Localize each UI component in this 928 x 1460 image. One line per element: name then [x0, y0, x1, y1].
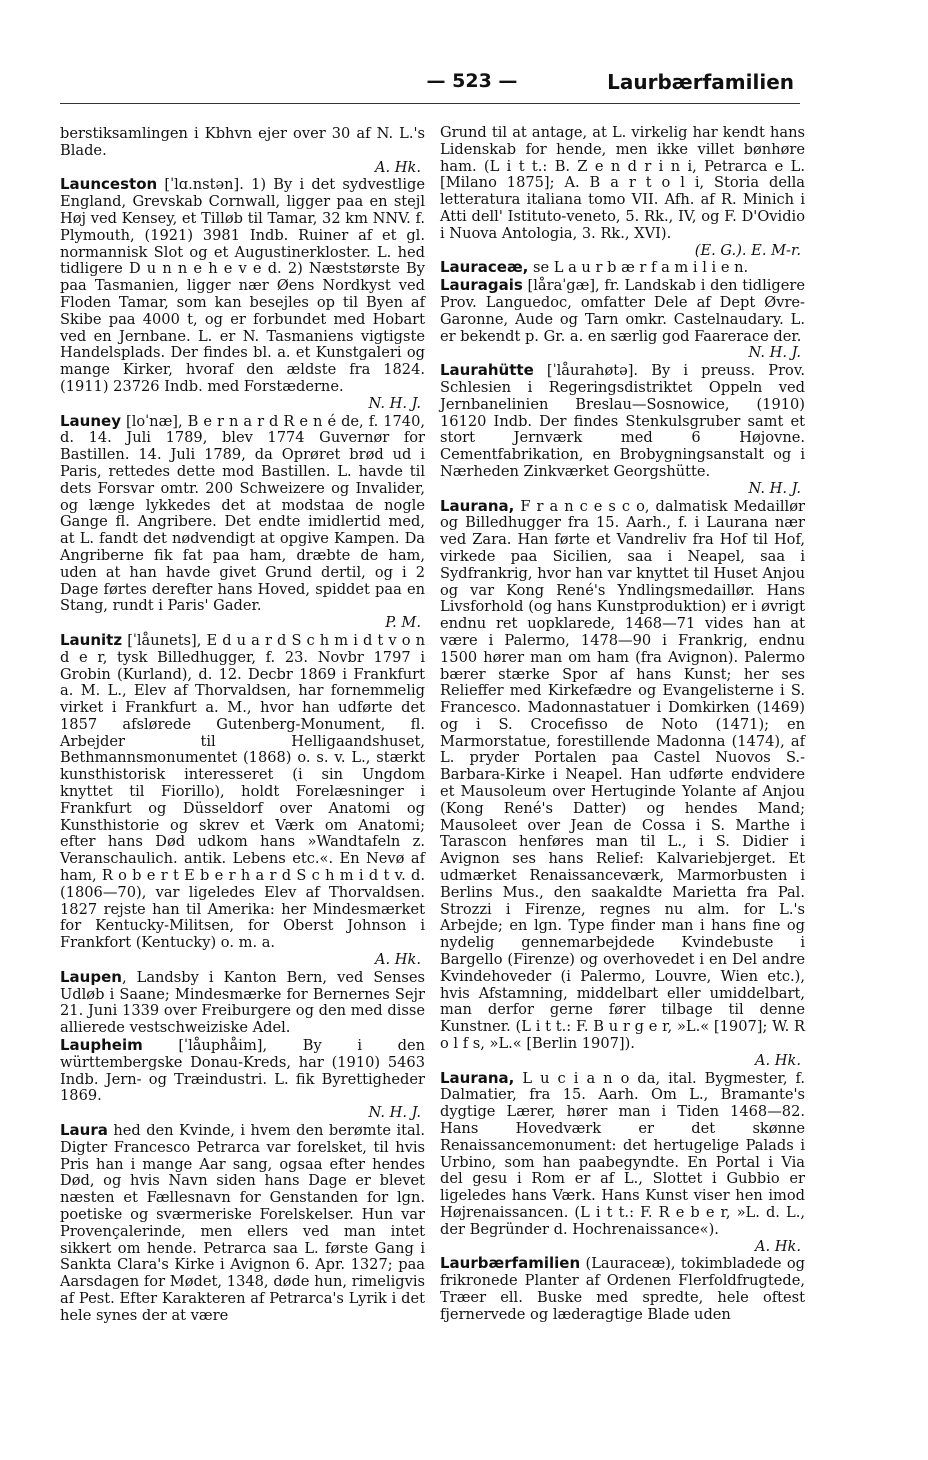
entry	[440, 1070, 805, 1256]
entry	[60, 1122, 425, 1325]
signature: A. Hk.	[374, 951, 421, 969]
entry-text: , Landsby i Kanton Bern, ved Senses Udløb i Saane; Mindesmærke for Bernernes Sejr 21. Juni 1339 over Freiburgere og den med disse allierede vestschweiziske Adel.	[60, 968, 425, 1037]
signature: N. H. J.	[748, 479, 801, 497]
headword: Lauragais	[440, 276, 523, 295]
entry-text: [låraˈgæ], fr. Landskab i den tidligere Prov. Languedoc, omfatter Dele af Dept Øvre-Garonne, Aude og Tarn omkr. Castelnaudary. L. er bekendt p. Gr. a. en særlig god Faarerace der.	[440, 277, 805, 345]
entry-text: (Lauraceæ), tokimbladede og frikronede Planter af Ordenen Flerfoldfrugtede, Træer ell. Buske med spredte, hele oftest fjernervede og læderagtige Blade uden	[440, 1255, 805, 1323]
headword: Laura	[60, 1121, 108, 1140]
signature: N. H. J.	[748, 344, 801, 362]
signature: A. Hk.	[754, 1237, 801, 1255]
right-column	[440, 125, 805, 1324]
entry-text: [ˈlåunets], E d u a r d S c h m i d t v o n d e r, tysk Billedhugger, f. 23. Novbr 1797 i Grobin (Kurland), d. 12. Decbr 1869 i Frankfurt a. M. L., Elev af Thorvaldsen, har fornemmelig virket i Frankfurt a. M., hvor han udførte det 1857 afslørede Gutenberg-Monument, fl. Arbejder til Helligaandshuset, Bethmannsmonumentet (1868) o. s. v. L., stærkt kunsthistorisk interesseret (i sin Ungdom knyttet til Fiorillo), holdt Forelæsninger i Frankfurt og Düsseldorf over Anatomi og Kunsthistorie og skrev et Værk om Anatomi; efter hans Død udkom hans »Wandtafeln z. Veranschaulich. antik. Lebens etc.«. En Nevø af ham, R o b e r t E b e r h a r d S c h m i d t v. d. (1806—70), var ligeledes Elev af Thorvaldsen. 1827 rejste han til Amerika: her Mindesmærket for Kentucky-Militsen, for Oberst Johnson i Frankfort (Kentucky) o. m. a.	[60, 631, 425, 952]
entry-text: berstiksamlingen i Kbhvn ejer over 30 af N. L.'s Blade.	[60, 125, 425, 159]
left-column	[60, 125, 425, 1325]
entry	[60, 1037, 425, 1122]
signature: (E. G.). E. M-r.	[694, 241, 801, 259]
headword: Laupen	[60, 967, 122, 986]
headword: Launitz	[60, 630, 123, 649]
entry	[440, 277, 805, 362]
entry	[60, 176, 425, 412]
signature: P. M.	[385, 614, 421, 632]
entry	[440, 1255, 805, 1323]
entry	[440, 362, 805, 497]
headword: Laurana,	[440, 1068, 515, 1087]
running-head: Laurbærfamilien	[607, 70, 794, 94]
headword: Lauraceæ,	[440, 258, 529, 277]
header-rule	[60, 103, 800, 104]
entry-text: L u c i a n o da, ital. Bygmester, f. Dalmatier, fra 15. Aarh. Om L., Bramante's dygtige Lærer, hører man i Tiden 1468—82. Hans Hovedværk er det skønne Renaissancemonument: det hertugelige Palads i Urbino, som han paabegyndte. En Portal i Via del gesu i Rom er af L., Slottet i Gubbio er ligeledes hans Værk. Hans Kunst viser hen imod Højrenaissancen. (L i t t.: F. R e b e r, »L. d. L., der Begründer d. Hochrenaissance«).	[440, 1069, 806, 1238]
signature: A. Hk.	[374, 158, 421, 176]
entry	[60, 969, 425, 1037]
entry-text: se L a u r b æ r f a m i l i e n.	[533, 259, 749, 277]
entry	[440, 125, 805, 259]
entry-text: [ˈlɑ.nstən]. 1) By i det sydvestlige England, Grevskab Cornwall, ligger paa en stejl Høj ved Kensey, et Tilløb til Tamar, 32 km NNV. f. Plymouth, (1921) 3981 Indb. Ruiner af et gl. normannisk Slot og et Augustinerkloster. L. hed tidligere D u n n e h e v e d. 2) Næststørste By paa Tasmanien, ligger nær Øens Nordkyst ved Floden Tamar, som kan besejles op til Byen af Skibe paa 4000 t, og er forbundet med Hobart ved en Jernbane. L. er N. Tasmaniens vigtigste Handelsplads. Der findes bl. a. et Kunstgaleri og mange Kirker, hvoraf den ældste fra 1824. (1911) 23726 Indb. med Forstæderne.	[60, 176, 425, 395]
signature: A. Hk.	[754, 1051, 801, 1069]
headword: Laurbærfamilien	[440, 1254, 581, 1273]
headword: Laupheim	[60, 1036, 143, 1055]
entry-text: Grund til at antage, at L. virkelig har kendt hans Lidenskab for hende, men ikke villet bønhøre ham. (L i t t.: B. Z e n d r i n i, Petrarca e L. [Milano 1875]; A. B a r t o l i, Storia della letteratura italiana tomo VII. Afh. af R. Minich i Atti dell' Istituto-veneto, 5. Rk., IV, og F. D'Ovidio i Nuova Antologia, 3. Rk., XVI).	[440, 124, 805, 242]
entry	[60, 125, 425, 176]
page-number: — 523 —	[426, 70, 518, 92]
entry	[440, 498, 805, 1070]
headword: Laurana,	[440, 496, 515, 515]
entry-text: hed den Kvinde, i hvem den berømte ital. Digter Francesco Petrarca var forelsket, til hvis Pris han i mange Aar sang, ogsaa efter hendes Død, og hvis Navn siden hans Dage er blevet næsten et Fællesnavn for Genstanden for lgn. poetiske og sværmeriske Forelskelser. Hun var Provençalerinde, men ellers ved man intet sikkert om hende. Petrarca saa L. første Gang i Sankta Clara's Kirke i Avignon 6. Apr. 1327; paa Aarsdagen for Mødet, 1348, døde hun, rimeligvis af Pest. Efter Karakteren af Petrarca's Lyrik i det hele synes der at være	[60, 1122, 425, 1324]
entry	[60, 632, 425, 969]
entry	[440, 259, 805, 277]
entry	[60, 413, 425, 632]
signature: N. H. J.	[368, 394, 421, 412]
signature: N. H. J.	[368, 1104, 421, 1122]
headword: Launceston	[60, 175, 158, 194]
entry-text: [ˈlåuphåim], By i den württembergske Donau-Kreds, har (1910) 5463 Indb. Jern- og Træindustri. L. fik Byrettigheder 1869.	[60, 1037, 425, 1105]
headword: Launey	[60, 411, 121, 430]
entry-text: [ˈlåurahøtə]. By i preuss. Prov. Schlesien i Regeringsdistriktet Oppeln ved Jernbanelinien Breslau—Sosnowice, (1910) 16120 Indb. Der findes Stenkulsgruber samt et stort Jernværk med 6 Højovne. Cementfabrikation, en Brobygningsanstalt og i Nærheden Zinkværket Georgshütte.	[440, 362, 805, 480]
entry-text: [loˈnæ], B e r n a r d R e n é de, f. 1740, d. 14. Juli 1789, blev 1774 Guvernør for Bastillen. 14. Juli 1789, da Oprøret brød ud i Paris, rettedes dette mod Bastillen. L. havde til dets Forsvar omtr. 200 Schweizere og Invalider, og længe lykkedes det at modstaa de nogle Gange fl. Angribere. Det endte imidlertid med, at L. fandt det nødvendigt at opgive Kampen. Da Angriberne fik fat paa ham, dræbte de ham, uden at han havde givet Grund dertil, og i 2 Dage førtes derefter hans Hoved, spiddet paa en Stang, rundt i Paris' Gader.	[60, 412, 426, 615]
entry-text: F r a n c e s c o, dalmatisk Medaillør og Billedhugger fra 15. Aarh., f. i Laurana nær ved Zara. Han førte et Vandreliv fra Hof til Hof, virkede paa Sicilien, saa i Neapel, saa i Sydfrankrig, hvor han var knyttet til Huset Anjou og var Kong René's Yndlingsmedaillør. Hans Livsforhold (og hans Kunstproduktion) er i øvrigt endnu ret uopklarede, 1468—71 vides han at være i Palermo, 1478—90 i Frankrig, endnu 1500 hører man om ham (fra Avignon). Palermo bærer stærke Spor af hans Kunst; her ses Relieffer med Kirkefædre og Evangelisterne i S. Francesco. Madonnastatuer i Domkirken (1469) og i S. Crocefisso de Noto (1471); en Marmorstatue, forestillende Madonna (1474), af L. pryder Portalen paa Castel Nuovos S.-Barbara-Kirke i Neapel. Han udførte endvidere et Mausoleum over Hertuginde Yolante af Anjou (Kong René's Datter) og hendes Mand; Mausoleet over Jean de Cossa i S. Marthe i Tarascon henføres man til L., i S. Didier i Avignon ses hans Relief: Kalvariebjerget. Et udmærket Renaissanceværk, Marmorbusten i Berlins Mus., den saakaldte Marietta fra Pal. Strozzi i Firenze, regnes nu alm. for L.'s Arbejde; en lgn. Type finder man i hans fine og nydelig gennemarbejdede Kvindebuste i Bargello (Firenze) og overhovedet i en Del andre Kvindehoveder (i Palermo, Louvre, Wien etc.), hvis Afstamning, middelbart eller umiddelbart, man derfor gerne fører tilbage til denne Kunstner. (L i t t.: F. B u r g e r, »L.« [1907]; W. R o l f s, »L.« [Berlin 1907]).	[440, 497, 805, 1053]
headword: Laurahütte	[440, 361, 534, 380]
page-header	[62, 70, 794, 100]
